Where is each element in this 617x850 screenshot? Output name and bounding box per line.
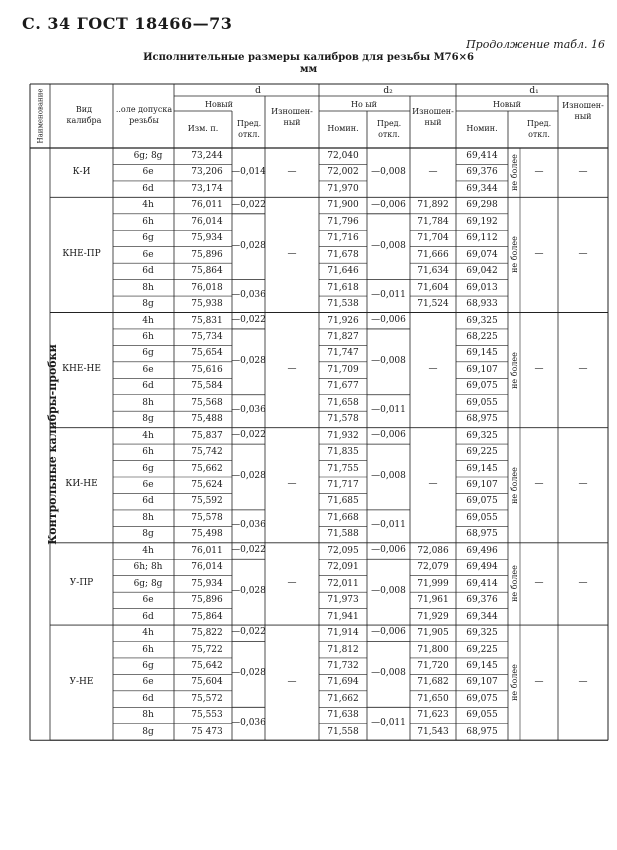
cell-d-nominal: 76,018 xyxy=(191,282,223,293)
cell-dev_d1: — xyxy=(534,676,544,687)
cell-dev_d2: —0,006 xyxy=(371,545,406,556)
header-d1: d₁ xyxy=(529,86,539,96)
cell-d1-nominal: 69,496 xyxy=(466,545,498,556)
cell-tolerance: 6g xyxy=(142,660,154,671)
cell-d2-worn: 71,784 xyxy=(417,216,449,227)
cell-dev_d: —0,036 xyxy=(231,520,266,531)
cell-d-nominal: 75,662 xyxy=(191,463,223,474)
cell-d2-worn: 71,929 xyxy=(417,611,449,622)
cell-d1-nominal: 69,107 xyxy=(466,364,498,375)
cell-tolerance: 4h xyxy=(142,315,154,326)
cell-worn_d1: — xyxy=(578,166,588,177)
cell-tolerance: 6h xyxy=(142,644,154,655)
cell-worn_d2: — xyxy=(428,479,438,490)
cell-worn_d1: — xyxy=(578,479,588,490)
not-more-label: не более xyxy=(509,351,519,389)
cell-d-nominal: 75,578 xyxy=(191,512,223,523)
cell-d2-nominal: 71,732 xyxy=(327,660,359,671)
cell-d1-nominal: 69,325 xyxy=(466,315,498,326)
cell-dev_d: —0,022 xyxy=(231,314,266,325)
cell-d2-nominal: 71,678 xyxy=(327,249,359,260)
cell-d2-worn: 71,543 xyxy=(417,726,449,737)
cell-d2-worn: 71,892 xyxy=(417,200,449,211)
cell-dev_d2: —0,011 xyxy=(371,405,406,416)
cell-dev_d: —0,022 xyxy=(231,199,266,210)
cell-d-nominal: 75,722 xyxy=(191,644,223,655)
cell-d-nominal: 75,896 xyxy=(191,249,223,260)
cell-d-nominal: 75,864 xyxy=(191,611,223,622)
cell-dev_d2: —0,006 xyxy=(371,627,406,638)
cell-d1-nominal: 69,055 xyxy=(466,397,498,408)
cell-d1-nominal: 69,225 xyxy=(466,644,498,655)
cell-d2-nominal: 71,709 xyxy=(327,364,359,375)
cell-tolerance: 8g xyxy=(142,414,154,425)
cell-dev_d: —0,036 xyxy=(231,290,266,301)
cell-d-nominal: 75 473 xyxy=(191,726,223,737)
header-nom-d2: Номин. xyxy=(327,124,359,133)
cell-d2-nominal: 71,618 xyxy=(327,282,359,293)
cell-d2-worn: 72,086 xyxy=(417,545,449,556)
cell-d1-nominal: 69,055 xyxy=(466,512,498,523)
page-header-ref: С. 34 ГОСТ 18466—73 xyxy=(22,14,233,33)
cell-d2-worn: 71,604 xyxy=(417,282,449,293)
cell-tolerance: 6e xyxy=(142,364,154,375)
cell-tolerance: 6d xyxy=(142,381,154,392)
cell-d2-nominal: 71,578 xyxy=(327,414,359,425)
cell-dev_d: —0,036 xyxy=(231,405,266,416)
header-nom-d: Изм. п. xyxy=(187,124,219,133)
cell-d2-worn: 71,634 xyxy=(417,266,449,277)
cell-d2-worn: 71,800 xyxy=(417,644,449,655)
cell-d-nominal: 75,584 xyxy=(191,381,223,392)
header-gauge-type: Вид калибра xyxy=(66,105,102,125)
cell-d-nominal: 75,616 xyxy=(191,364,223,375)
cell-d-nominal: 75,498 xyxy=(191,529,223,540)
cell-d-nominal: 75,934 xyxy=(191,233,223,244)
cell-d1-nominal: 68,975 xyxy=(466,414,498,425)
cell-dev_d: —0,022 xyxy=(231,627,266,638)
cell-worn_d: — xyxy=(287,364,297,375)
cell-d1-nominal: 69,494 xyxy=(466,562,498,573)
table-title-units: мм xyxy=(299,64,318,75)
cell-d1-nominal: 69,075 xyxy=(466,381,498,392)
cell-d-nominal: 75,624 xyxy=(191,480,223,490)
cell-dev_d: —0,022 xyxy=(231,545,266,556)
cell-d2-nominal: 71,812 xyxy=(327,644,359,655)
cell-tolerance: 4h xyxy=(142,545,154,556)
cell-tolerance: 6g xyxy=(142,233,154,244)
cell-d2-nominal: 71,694 xyxy=(327,677,359,688)
cell-tolerance: 6h; 8h xyxy=(133,562,163,573)
cell-dev_d: —0,036 xyxy=(231,717,266,728)
cell-dev_d2: —0,008 xyxy=(371,355,406,366)
cell-d1-nominal: 69,325 xyxy=(466,430,498,441)
cell-d2-nominal: 71,973 xyxy=(327,595,359,606)
cell-dev_d2: —0,008 xyxy=(371,668,406,679)
cell-tolerance: 8h xyxy=(142,282,154,293)
cell-tolerance: 8h xyxy=(142,512,154,523)
cell-d2-nominal: 71,658 xyxy=(327,397,359,408)
cell-dev_d1: — xyxy=(534,577,544,588)
cell-d2-nominal: 71,717 xyxy=(327,480,359,490)
cell-d-nominal: 76,014 xyxy=(191,216,223,227)
gauge-type-label: КНЕ-ПР xyxy=(62,248,101,259)
cell-d2-worn: 71,961 xyxy=(417,595,449,606)
cell-d2-nominal: 72,002 xyxy=(327,167,359,178)
cell-dev_d2: —0,008 xyxy=(371,240,406,251)
cell-d2-worn: 71,524 xyxy=(417,299,449,310)
table-title-line1: Исполнительные размеры калибров для резьбы М76×6 xyxy=(143,52,474,63)
cell-tolerance: 6g xyxy=(142,348,154,359)
gauge-type-label: КИ-НЕ xyxy=(65,479,98,490)
cell-d-nominal: 75,488 xyxy=(191,414,223,425)
cell-d2-nominal: 71,677 xyxy=(327,381,359,392)
not-more-label: не более xyxy=(509,466,519,504)
cell-tolerance: 6g; 8g xyxy=(133,578,163,589)
continuation-note: Продолжение табл. 16 xyxy=(466,38,605,51)
cell-worn_d2: — xyxy=(428,364,438,375)
cell-dev_d: —0,028 xyxy=(231,240,266,251)
cell-tolerance: 6e xyxy=(142,167,154,178)
gauge-type-label: У-ПР xyxy=(69,577,94,588)
cell-d2-nominal: 71,588 xyxy=(327,529,359,540)
cell-d-nominal: 75,896 xyxy=(191,595,223,606)
header-new-d: Новый xyxy=(205,100,233,109)
cell-worn_d: — xyxy=(287,479,297,490)
cell-dev_d2: —0,008 xyxy=(371,471,406,481)
cell-d2-nominal: 71,914 xyxy=(327,628,359,639)
cell-tolerance: 8h xyxy=(142,710,154,721)
cell-d2-nominal: 71,638 xyxy=(327,710,359,721)
cell-d2-worn: 71,666 xyxy=(417,249,449,260)
cell-worn_d: — xyxy=(287,676,297,687)
cell-d2-worn: 71,720 xyxy=(417,660,449,671)
cell-worn_d1: — xyxy=(578,248,588,259)
cell-tolerance: 6h xyxy=(142,216,154,227)
cell-d1-nominal: 69,344 xyxy=(466,611,498,622)
cell-dev_d2: —0,011 xyxy=(371,717,406,728)
cell-d-nominal: 75,553 xyxy=(191,710,223,721)
cell-d2-worn: 71,704 xyxy=(417,233,449,244)
cell-d-nominal: 75,572 xyxy=(191,693,223,704)
cell-dev_d2: —0,008 xyxy=(371,166,406,177)
cell-d1-nominal: 69,376 xyxy=(466,167,498,178)
cell-dev_d: —0,028 xyxy=(231,586,266,597)
cell-tolerance: 6e xyxy=(142,249,154,260)
cell-dev_d2: —0,006 xyxy=(371,314,406,325)
cell-d2-nominal: 72,011 xyxy=(327,578,359,589)
header-name: Наименование xyxy=(36,88,44,144)
cell-d1-nominal: 69,013 xyxy=(466,282,498,293)
cell-tolerance: 6h xyxy=(142,447,154,458)
cell-worn_d: — xyxy=(287,166,297,177)
cell-dev_d1: — xyxy=(534,166,544,177)
cell-d-nominal: 75,604 xyxy=(191,677,223,688)
cell-dev_d2: —0,011 xyxy=(371,290,406,301)
header-worn-d1: Изношен-ный xyxy=(562,101,604,121)
cell-tolerance: 4h xyxy=(142,628,154,639)
header-dev-d: Пред. откл. xyxy=(236,119,262,139)
cell-d-nominal: 75,837 xyxy=(191,430,223,441)
cell-d1-nominal: 69,112 xyxy=(466,233,498,244)
cell-d2-nominal: 71,685 xyxy=(327,496,359,507)
header-tolerance-field: ..оле допуска резьбы xyxy=(115,105,173,125)
cell-d-nominal: 75,734 xyxy=(191,331,223,342)
cell-dev_d2: —0,006 xyxy=(371,199,406,210)
cell-d-nominal: 76,011 xyxy=(191,200,223,211)
cell-tolerance: 4h xyxy=(142,430,154,441)
cell-worn_d2: — xyxy=(428,166,438,177)
cell-dev_d2: —0,008 xyxy=(371,586,406,597)
cell-d1-nominal: 69,298 xyxy=(466,200,498,211)
cell-d-nominal: 75,864 xyxy=(191,266,223,277)
cell-d2-nominal: 71,668 xyxy=(327,512,359,523)
header-d2: d₂ xyxy=(383,86,393,96)
header-dev-d1: Пред. откл. xyxy=(526,119,552,139)
cell-d-nominal: 75,642 xyxy=(191,660,223,671)
cell-dev_d: —0,028 xyxy=(231,355,266,366)
cell-d-nominal: 73,206 xyxy=(191,167,223,178)
cell-d-nominal: 73,174 xyxy=(191,183,223,194)
cell-tolerance: 6g xyxy=(142,463,154,474)
cell-tolerance: 6d xyxy=(142,693,154,704)
cell-d2-nominal: 71,970 xyxy=(327,183,359,194)
cell-dev_d1: — xyxy=(534,364,544,375)
cell-d-nominal: 75,742 xyxy=(191,447,223,458)
cell-d-nominal: 75,822 xyxy=(191,628,223,639)
cell-tolerance: 8g xyxy=(142,529,154,540)
cell-d-nominal: 75,654 xyxy=(191,348,223,359)
not-more-label: не более xyxy=(509,236,519,274)
cell-dev_d2: —0,011 xyxy=(371,520,406,531)
cell-tolerance: 6e xyxy=(142,677,154,688)
cell-d-nominal: 75,592 xyxy=(191,496,223,507)
header-new-d2: Но ый xyxy=(350,100,378,109)
cell-worn_d1: — xyxy=(578,577,588,588)
cell-d1-nominal: 69,075 xyxy=(466,693,498,704)
cell-d2-nominal: 71,941 xyxy=(327,611,359,622)
cell-d1-nominal: 69,074 xyxy=(466,249,498,260)
cell-d2-worn: 71,650 xyxy=(417,693,449,704)
cell-d2-nominal: 71,932 xyxy=(327,430,359,441)
cell-dev_d: —0,022 xyxy=(231,429,266,440)
cell-d-nominal: 75,938 xyxy=(191,299,223,310)
group-label: Контрольные калибры-пробки xyxy=(45,343,59,545)
cell-d1-nominal: 68,225 xyxy=(466,331,498,342)
cell-tolerance: 6d xyxy=(142,496,154,507)
cell-d2-nominal: 71,796 xyxy=(327,216,359,227)
cell-d-nominal: 76,014 xyxy=(191,562,223,573)
cell-d1-nominal: 68,975 xyxy=(466,726,498,737)
cell-d1-nominal: 69,344 xyxy=(466,183,498,194)
cell-d1-nominal: 69,145 xyxy=(466,660,498,671)
cell-d-nominal: 73,244 xyxy=(191,151,223,161)
cell-d-nominal: 76,011 xyxy=(191,545,223,556)
cell-d2-nominal: 71,538 xyxy=(327,299,359,310)
cell-d1-nominal: 69,145 xyxy=(466,463,498,474)
header-dev-d2: Пред. откл. xyxy=(376,119,402,139)
cell-d1-nominal: 69,145 xyxy=(466,348,498,359)
cell-d-nominal: 75,831 xyxy=(191,315,223,326)
cell-d1-nominal: 69,107 xyxy=(466,480,498,490)
cell-d1-nominal: 69,055 xyxy=(466,710,498,721)
cell-worn_d1: — xyxy=(578,676,588,687)
cell-d2-nominal: 71,662 xyxy=(327,693,359,704)
cell-d1-nominal: 69,075 xyxy=(466,496,498,507)
not-more-label: не более xyxy=(509,664,519,702)
cell-d2-nominal: 71,558 xyxy=(327,726,359,737)
cell-tolerance: 4h xyxy=(142,200,154,211)
cell-d1-nominal: 69,225 xyxy=(466,447,498,458)
gauge-type-label: У-НЕ xyxy=(69,676,94,687)
header-worn-d: Изношен-ный xyxy=(271,107,313,127)
cell-d2-nominal: 71,747 xyxy=(327,348,359,359)
cell-d1-nominal: 68,975 xyxy=(466,529,498,540)
cell-tolerance: 6g; 8g xyxy=(133,151,163,161)
cell-dev_d1: — xyxy=(534,248,544,259)
cell-d2-nominal: 72,095 xyxy=(327,545,359,556)
cell-d1-nominal: 69,376 xyxy=(466,595,498,606)
cell-d2-worn: 71,905 xyxy=(417,628,449,639)
cell-worn_d1: — xyxy=(578,364,588,375)
header-d: d xyxy=(255,86,261,96)
cell-tolerance: 6d xyxy=(142,183,154,194)
cell-tolerance: 6e xyxy=(142,480,154,490)
cell-dev_d2: —0,006 xyxy=(371,429,406,440)
cell-d1-nominal: 69,414 xyxy=(466,151,498,161)
cell-d2-nominal: 72,040 xyxy=(327,151,359,161)
cell-d2-nominal: 71,926 xyxy=(327,315,359,326)
cell-d2-nominal: 71,755 xyxy=(327,463,359,474)
not-more-label: не более xyxy=(509,565,519,603)
cell-worn_d: — xyxy=(287,248,297,259)
gauge-type-label: КНЕ-НЕ xyxy=(62,364,101,375)
cell-d2-nominal: 71,716 xyxy=(327,233,359,244)
cell-d2-worn: 71,623 xyxy=(417,710,449,721)
cell-tolerance: 6h xyxy=(142,331,154,342)
cell-d2-nominal: 71,835 xyxy=(327,447,359,458)
cell-tolerance: 8g xyxy=(142,299,154,310)
gauge-type-label: К-И xyxy=(72,166,91,177)
cell-tolerance: 6e xyxy=(142,595,154,606)
cell-d-nominal: 75,568 xyxy=(191,397,223,408)
cell-d2-nominal: 71,646 xyxy=(327,266,359,277)
header-worn-d2: Изношен-ный xyxy=(412,107,454,127)
cell-dev_d: —0,014 xyxy=(231,166,266,177)
cell-tolerance: 8g xyxy=(142,726,154,737)
cell-d1-nominal: 68,933 xyxy=(466,299,498,310)
not-more-label: не более xyxy=(509,154,519,192)
header-new-d1: Новый xyxy=(493,100,521,109)
cell-d1-nominal: 69,325 xyxy=(466,628,498,639)
cell-d1-nominal: 69,414 xyxy=(466,578,498,589)
cell-dev_d: —0,028 xyxy=(231,471,266,481)
cell-tolerance: 8h xyxy=(142,397,154,408)
cell-dev_d1: — xyxy=(534,479,544,490)
cell-tolerance: 6d xyxy=(142,611,154,622)
cell-d1-nominal: 69,192 xyxy=(466,216,498,227)
cell-d2-worn: 71,682 xyxy=(417,677,449,688)
cell-d2-worn: 71,999 xyxy=(417,578,449,589)
cell-tolerance: 6d xyxy=(142,266,154,277)
cell-d2-nominal: 72,091 xyxy=(327,562,359,573)
cell-d2-nominal: 71,827 xyxy=(327,331,359,342)
cell-d1-nominal: 69,042 xyxy=(466,266,498,277)
cell-d1-nominal: 69,107 xyxy=(466,677,498,688)
cell-dev_d: —0,028 xyxy=(231,668,266,679)
cell-d2-nominal: 71,900 xyxy=(327,200,359,211)
cell-d-nominal: 75,934 xyxy=(191,578,223,589)
cell-d2-worn: 72,079 xyxy=(417,562,449,573)
cell-worn_d: — xyxy=(287,577,297,588)
header-nom-d1: Номин. xyxy=(466,124,498,133)
